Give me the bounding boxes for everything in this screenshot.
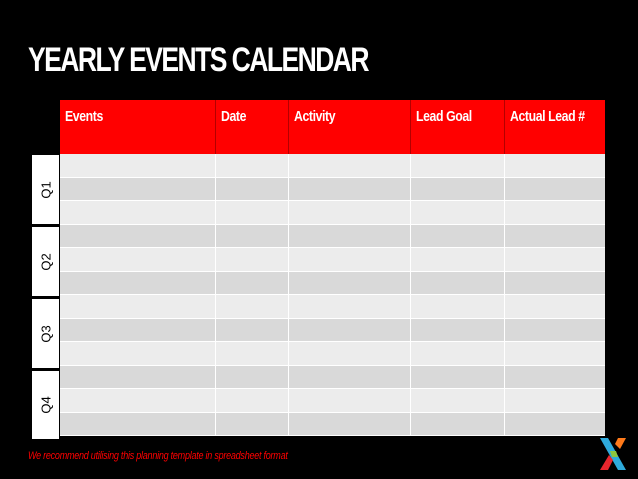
table-cell[interactable] xyxy=(411,413,505,437)
table-cell[interactable] xyxy=(60,201,216,225)
table-cell[interactable] xyxy=(411,248,505,272)
table-row xyxy=(60,366,605,390)
table-cell[interactable] xyxy=(289,272,411,296)
table-cell[interactable] xyxy=(505,154,605,178)
quarter-label-q3: Q3 xyxy=(31,298,60,369)
table-cell[interactable] xyxy=(60,319,216,343)
table-cell[interactable] xyxy=(60,225,216,249)
table-cell[interactable] xyxy=(505,389,605,413)
table-cell[interactable] xyxy=(411,295,505,319)
quarter-label-q1: Q1 xyxy=(31,154,60,225)
table-row xyxy=(60,201,605,225)
table-cell[interactable] xyxy=(60,342,216,366)
table-cell[interactable] xyxy=(505,366,605,390)
table-row xyxy=(60,319,605,343)
table-cell[interactable] xyxy=(216,248,289,272)
table-cell[interactable] xyxy=(60,389,216,413)
table-cell[interactable] xyxy=(411,272,505,296)
table-cell[interactable] xyxy=(505,295,605,319)
table-cell[interactable] xyxy=(505,413,605,437)
column-header-actual-lead: Actual Lead # xyxy=(505,100,605,154)
column-header-events: Events xyxy=(60,100,216,154)
quarter-label-q2: Q2 xyxy=(31,226,60,297)
table-cell[interactable] xyxy=(289,154,411,178)
table-cell[interactable] xyxy=(60,154,216,178)
table-cell[interactable] xyxy=(289,319,411,343)
quarter-label-q4: Q4 xyxy=(31,370,60,440)
page-title: YEARLY EVENTS CALENDAR xyxy=(28,41,368,79)
column-header-date: Date xyxy=(216,100,289,154)
table-cell[interactable] xyxy=(411,389,505,413)
table-cell[interactable] xyxy=(216,178,289,202)
table-row xyxy=(60,272,605,296)
table-cell[interactable] xyxy=(216,201,289,225)
table-row xyxy=(60,342,605,366)
table-cell[interactable] xyxy=(289,201,411,225)
table-cell[interactable] xyxy=(216,272,289,296)
table-cell[interactable] xyxy=(216,295,289,319)
table-cell[interactable] xyxy=(411,201,505,225)
table-cell[interactable] xyxy=(411,366,505,390)
table-cell[interactable] xyxy=(289,248,411,272)
table-row xyxy=(60,413,605,437)
table-cell[interactable] xyxy=(216,413,289,437)
table-cell[interactable] xyxy=(505,225,605,249)
table-cell[interactable] xyxy=(60,272,216,296)
table-cell[interactable] xyxy=(289,413,411,437)
table-cell[interactable] xyxy=(505,272,605,296)
table-cell[interactable] xyxy=(289,366,411,390)
table-cell[interactable] xyxy=(216,389,289,413)
table-row xyxy=(60,389,605,413)
table-header xyxy=(60,100,605,154)
table-cell[interactable] xyxy=(411,319,505,343)
table-cell[interactable] xyxy=(216,366,289,390)
table-cell[interactable] xyxy=(289,225,411,249)
table-cell[interactable] xyxy=(289,342,411,366)
table-cell[interactable] xyxy=(505,248,605,272)
column-header-activity: Activity xyxy=(289,100,411,154)
table-cell[interactable] xyxy=(216,225,289,249)
column-header-lead-goal: Lead Goal xyxy=(411,100,505,154)
table-row xyxy=(60,225,605,249)
events-table-body xyxy=(60,154,605,436)
table-cell[interactable] xyxy=(60,178,216,202)
table-row xyxy=(60,178,605,202)
table-cell[interactable] xyxy=(505,201,605,225)
table-cell[interactable] xyxy=(505,319,605,343)
table-cell[interactable] xyxy=(289,295,411,319)
table-row xyxy=(60,154,605,178)
table-cell[interactable] xyxy=(411,342,505,366)
table-cell[interactable] xyxy=(289,178,411,202)
table-cell[interactable] xyxy=(60,366,216,390)
table-row xyxy=(60,248,605,272)
table-cell[interactable] xyxy=(411,154,505,178)
table-cell[interactable] xyxy=(289,389,411,413)
table-cell[interactable] xyxy=(411,225,505,249)
table-cell[interactable] xyxy=(505,178,605,202)
table-cell[interactable] xyxy=(60,413,216,437)
table-row xyxy=(60,295,605,319)
footnote: We recommend utilising this planning template in spreadsheet format xyxy=(28,450,288,462)
table-cell[interactable] xyxy=(411,178,505,202)
table-cell[interactable] xyxy=(216,319,289,343)
table-cell[interactable] xyxy=(216,154,289,178)
table-cell[interactable] xyxy=(60,248,216,272)
x-logo-icon xyxy=(598,438,628,470)
table-cell[interactable] xyxy=(505,342,605,366)
table-cell[interactable] xyxy=(216,342,289,366)
table-cell[interactable] xyxy=(60,295,216,319)
